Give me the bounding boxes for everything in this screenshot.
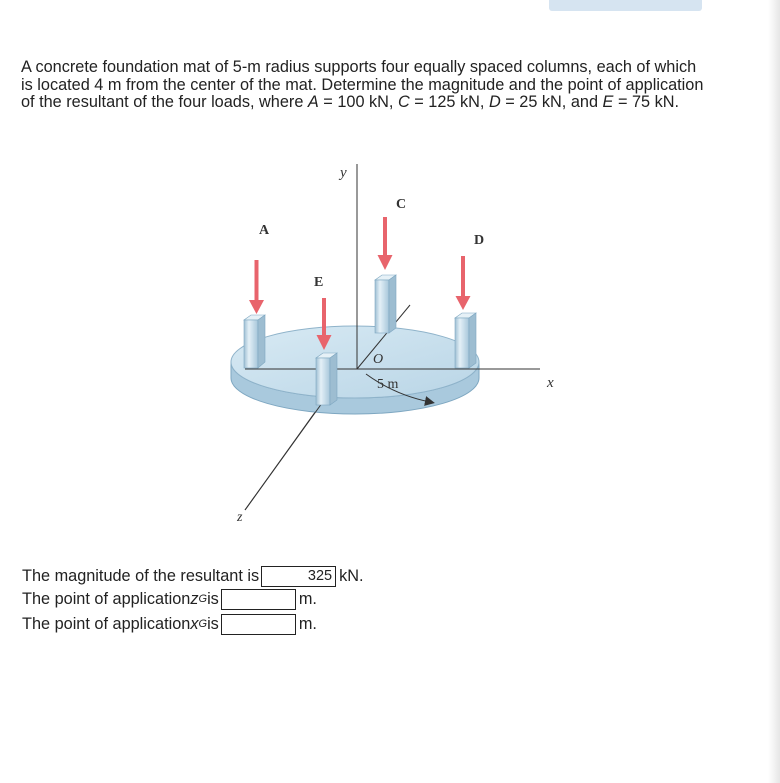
zg-sub: G	[198, 593, 208, 605]
xg-input[interactable]	[221, 614, 296, 635]
answer-row-xg	[22, 613, 317, 635]
column-a	[244, 315, 265, 368]
column-e	[316, 353, 337, 405]
zg-var: z	[190, 589, 199, 608]
xg-label-pre: The point of application	[22, 614, 191, 633]
label-e: E	[314, 275, 324, 290]
var-c: C	[397, 93, 410, 112]
zg-label-post: is	[207, 589, 219, 608]
answer-row-magnitude	[22, 565, 364, 587]
var-d: D	[488, 93, 501, 112]
arrow-d	[456, 256, 471, 310]
zg-input[interactable]	[221, 589, 296, 610]
label-d: D	[474, 233, 485, 248]
label-radius: 5 m	[377, 377, 399, 392]
magnitude-unit: kN.	[339, 566, 364, 585]
z-axis-front	[245, 392, 330, 510]
zg-label-pre: The point of application	[22, 589, 191, 608]
label-y: y	[340, 165, 347, 181]
label-o: O	[373, 352, 384, 367]
label-x: x	[547, 375, 554, 391]
var-e: E	[602, 93, 614, 112]
eq-d: = 25 kN, and	[500, 93, 603, 112]
top-action-button[interactable]	[549, 0, 702, 11]
eq-e: = 75 kN.	[613, 93, 680, 112]
eq-a: = 100 kN,	[318, 93, 398, 112]
xg-var: x	[190, 614, 199, 633]
label-z: z	[237, 510, 243, 525]
xg-label-post: is	[207, 614, 219, 633]
column-c	[375, 275, 396, 333]
scrollbar-gutter	[768, 0, 780, 783]
xg-sub: G	[198, 618, 208, 630]
xg-unit: m.	[298, 614, 317, 633]
column-d	[455, 313, 476, 368]
problem-statement	[21, 59, 711, 112]
answer-row-zg	[22, 588, 317, 610]
arrow-a	[249, 260, 264, 314]
var-a: A	[307, 93, 319, 112]
problem-text-part1: A concrete foundation mat of 5-m radius supports four equally spaced columns, each of which is located 4 m from the center of the mat. Determine the magnitude and the point of application of the resultant of the four loads, where	[21, 58, 704, 112]
magnitude-label: The magnitude of the resultant is	[22, 566, 260, 585]
foundation-figure	[0, 150, 620, 540]
zg-unit: m.	[298, 589, 317, 608]
arrow-c	[378, 217, 393, 270]
mat-top	[231, 326, 479, 398]
magnitude-input[interactable]	[261, 566, 336, 587]
label-c: C	[396, 197, 407, 212]
label-a: A	[259, 223, 270, 238]
eq-c: = 125 kN,	[409, 93, 489, 112]
